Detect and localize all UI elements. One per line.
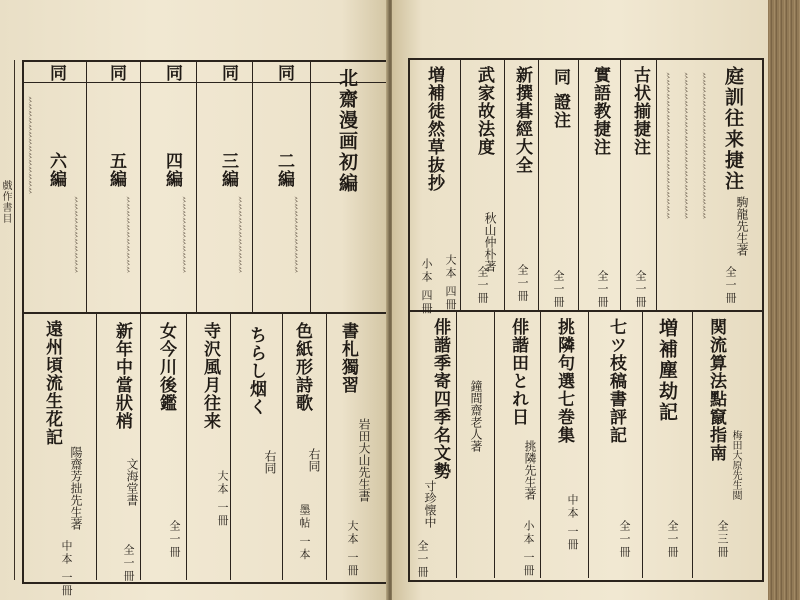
entry-title: 書札獨習 — [338, 322, 358, 394]
entry-same-3 — [216, 64, 241, 81]
note-block: 〻〻〻〻〻〻〻〻〻〻〻 — [292, 196, 300, 273]
entry-terasawa — [198, 322, 223, 430]
entry-volume-text: 中本 一冊 — [60, 540, 73, 598]
entry-same-5 — [104, 64, 129, 81]
entry-title: 増補徒然草抜抄 — [424, 66, 444, 192]
entry-title: 挑隣句選七巻集 — [554, 318, 574, 444]
entry-heading: 同 — [218, 64, 238, 81]
col-sep — [642, 312, 643, 578]
entry-author — [734, 196, 751, 256]
entry-volume — [714, 520, 730, 559]
entry-volume-text: 大本 四冊 — [444, 254, 457, 312]
entry-author-text: 岩田大山先生書 — [357, 418, 371, 502]
entry-sub-4 — [160, 152, 185, 188]
left-page — [0, 0, 388, 600]
entry-author — [728, 430, 743, 500]
entry-haikai-kiyose — [428, 318, 453, 480]
entry-shikishi — [290, 322, 315, 412]
entry-title: 新年中當狀梢 — [112, 322, 132, 430]
entry-sub-2 — [272, 152, 297, 188]
entry-sub-3 — [216, 152, 241, 188]
entry-same-6 — [44, 64, 69, 81]
entry-volume — [550, 270, 566, 309]
col-sep — [140, 314, 141, 580]
col-sep — [456, 312, 457, 578]
entry-volume-text: 全一冊 — [724, 266, 737, 305]
entry-same-shochu — [548, 68, 573, 129]
entry-volume — [120, 544, 136, 583]
entry-author — [522, 440, 539, 500]
col-sep — [540, 312, 541, 578]
entry-volume — [616, 520, 632, 559]
entry-title: 遠州頃流生花記 — [42, 320, 62, 446]
entry-shosatsu — [336, 322, 361, 394]
entry-teikin-orai — [720, 66, 747, 192]
col-sep — [310, 62, 311, 312]
entry-sub-5 — [104, 152, 129, 188]
entry-subtitle: 六編 — [46, 152, 66, 188]
entry-heading: 同 — [162, 64, 182, 81]
entry-volume-text: 墨帖 一本 — [298, 504, 311, 562]
entry-volume — [564, 494, 580, 552]
entry-subtitle: 三編 — [218, 152, 238, 188]
entry-volume — [722, 266, 738, 305]
note-block: 〻〻〻〻〻〻〻〻〻〻〻〻〻〻〻〻〻〻〻〻〻 — [664, 72, 672, 219]
entry-title: 古状揃捷注 — [630, 66, 650, 156]
entry-volume — [166, 520, 182, 559]
entry-volume-text: 中本 一冊 — [566, 494, 579, 552]
entry-tsurezure — [422, 66, 447, 192]
col-sep — [460, 60, 461, 310]
col-sep — [656, 60, 657, 310]
entry-author — [356, 418, 373, 502]
entry-heading: 同 — [274, 64, 294, 81]
entry-author-text: 寸珍懐中 — [423, 480, 437, 528]
entry-title: 庭訓往来捷注 — [722, 66, 744, 192]
entry-torin-kusen — [552, 318, 577, 444]
entry-jitsugo-kyo — [588, 66, 613, 156]
book-edge — [768, 0, 800, 600]
entry-author — [68, 446, 85, 530]
entry-volume — [214, 470, 230, 528]
entry-subtitle: 四編 — [162, 152, 182, 188]
row-divider — [22, 312, 386, 314]
col-sep — [282, 314, 283, 580]
entry-author — [422, 480, 439, 528]
entry-volume-alt — [418, 258, 434, 316]
entry-author — [306, 448, 323, 472]
entry-volume — [520, 520, 536, 578]
entry-jinkoki — [654, 318, 681, 423]
note-block: 〻〻〻〻〻〻〻〻〻〻〻〻〻〻〻〻〻〻〻〻〻 — [682, 72, 690, 219]
col-sep — [252, 62, 253, 312]
entry-title: 七ツ枝稿書評記 — [606, 318, 626, 444]
entry-title: 関流算法點竄指南 — [706, 318, 726, 462]
entry-title: 寺沢風月往来 — [200, 322, 220, 430]
entry-volume-text: 全一冊 — [168, 520, 181, 559]
entry-onna-imagawa — [154, 322, 179, 412]
entry-author-text: 陽齋芳拙先生著 — [69, 446, 83, 530]
entry-volume-text: 全一冊 — [634, 270, 647, 309]
note-block: 〻〻〻〻〻〻〻〻〻〻〻 — [72, 196, 80, 273]
header-rule — [22, 82, 386, 83]
entry-buke-hatto — [472, 66, 497, 156]
entry-go-kyo — [510, 66, 535, 174]
entry-shokanzai — [468, 380, 485, 452]
entry-author-text: 梅田大原先生閲 — [730, 430, 741, 500]
entry-volume — [514, 264, 530, 303]
entry-enshu-ikebana — [40, 320, 65, 446]
entry-author-text: 文海堂書 — [125, 458, 139, 506]
col-sep — [504, 60, 505, 310]
entry-volume-text: 大本 一冊 — [216, 470, 229, 528]
entry-heading: 同 — [46, 64, 66, 81]
col-sep — [620, 60, 621, 310]
entry-title: 實語教捷注 — [590, 66, 610, 156]
col-sep — [578, 60, 579, 310]
entry-title: ちらし烟く — [246, 326, 266, 416]
entry-author-text: 右同 — [263, 450, 277, 474]
entry-volume-text: 全一冊 — [552, 270, 565, 309]
col-sep — [588, 312, 589, 578]
entry-author-text: 駒龍先生著 — [735, 196, 749, 256]
entry-title: 同 證注 — [550, 68, 570, 129]
entry-volume — [344, 520, 360, 578]
entry-haikai-dore — [506, 318, 531, 426]
col-sep — [140, 62, 141, 312]
entry-author — [262, 450, 279, 474]
entry-volume — [632, 270, 648, 309]
col-sep — [96, 314, 97, 580]
entry-kojo-soroe — [628, 66, 653, 156]
entry-nanatsu-eda — [604, 318, 629, 444]
left-margin-label: 戲作書目 — [0, 180, 11, 224]
col-sep — [86, 62, 87, 312]
entry-author-text: 右同 — [307, 448, 321, 472]
note-block: 〻〻〻〻〻〻〻〻〻〻〻 — [236, 196, 244, 273]
entry-volume-text: 全一冊 — [416, 540, 429, 579]
note-block: 〻〻〻〻〻〻〻〻〻〻〻 — [180, 196, 188, 273]
col-sep — [538, 60, 539, 310]
entry-shinnen — [110, 322, 135, 430]
entry-heading: 同 — [106, 64, 126, 81]
entry-sanpo-tenzan — [704, 318, 729, 462]
entry-title: 新撰碁經大全 — [512, 66, 532, 174]
entry-same-4 — [160, 64, 185, 81]
entry-title: 鐘間齋老人著 — [469, 380, 483, 452]
entry-title: 増補塵劫記 — [656, 318, 678, 423]
entry-volume — [58, 540, 74, 598]
entry-title: 俳諧季寄四季名文勢 — [430, 318, 450, 480]
entry-hokusai-manga — [334, 68, 361, 194]
note-block: 〻〻〻〻〻〻〻〻〻〻〻〻〻〻〻〻〻〻〻〻〻 — [700, 72, 708, 219]
entry-volume-text: 大本 一冊 — [346, 520, 359, 578]
col-sep — [230, 314, 231, 580]
entry-sub-6 — [44, 152, 69, 188]
entry-volume-text: 全一冊 — [516, 264, 529, 303]
entry-title: 武家故法度 — [474, 66, 494, 156]
col-sep — [692, 312, 693, 578]
entry-volume — [594, 270, 610, 309]
col-sep — [326, 314, 327, 580]
row-divider — [408, 310, 762, 312]
col-sep — [186, 314, 187, 580]
entry-subtitle: 五編 — [106, 152, 126, 188]
note-block: 〻〻〻〻〻〻〻〻〻〻〻〻〻〻 — [26, 96, 34, 194]
entry-volume — [296, 504, 312, 562]
entry-title: 色紙形詩歌 — [292, 322, 312, 412]
entry-same-2 — [272, 64, 297, 81]
entry-subtitle: 二編 — [274, 152, 294, 188]
entry-volume — [414, 540, 430, 579]
entry-volume-text: 小本 四冊 — [420, 258, 433, 316]
entry-volume-text: 全三冊 — [716, 520, 729, 559]
entry-author-text: 秋山仲朴著 — [483, 212, 497, 272]
entry-chirashi — [244, 326, 269, 416]
entry-volume-text: 全一冊 — [596, 270, 609, 309]
entry-volume-text: 全一冊 — [122, 544, 135, 583]
entry-volume — [442, 254, 458, 312]
left-margin-strip — [0, 60, 15, 580]
entry-author — [482, 212, 499, 272]
entry-author-text: 挑隣先生著 — [523, 440, 537, 500]
col-sep — [196, 62, 197, 312]
entry-volume-text: 全一冊 — [476, 266, 489, 305]
col-sep — [494, 312, 495, 578]
right-page — [392, 0, 768, 600]
entry-title: 女今川後鑑 — [156, 322, 176, 412]
entry-author — [124, 458, 141, 506]
entry-volume-text: 小本 一冊 — [522, 520, 535, 578]
entry-title: 北齋漫画初編 — [336, 68, 358, 194]
note-block: 〻〻〻〻〻〻〻〻〻〻〻 — [124, 196, 132, 273]
entry-volume-text: 全一冊 — [666, 520, 679, 559]
entry-volume — [474, 266, 490, 305]
entry-volume — [664, 520, 680, 559]
entry-volume-text: 全一冊 — [618, 520, 631, 559]
entry-title: 俳諧田とれ日 — [508, 318, 528, 426]
